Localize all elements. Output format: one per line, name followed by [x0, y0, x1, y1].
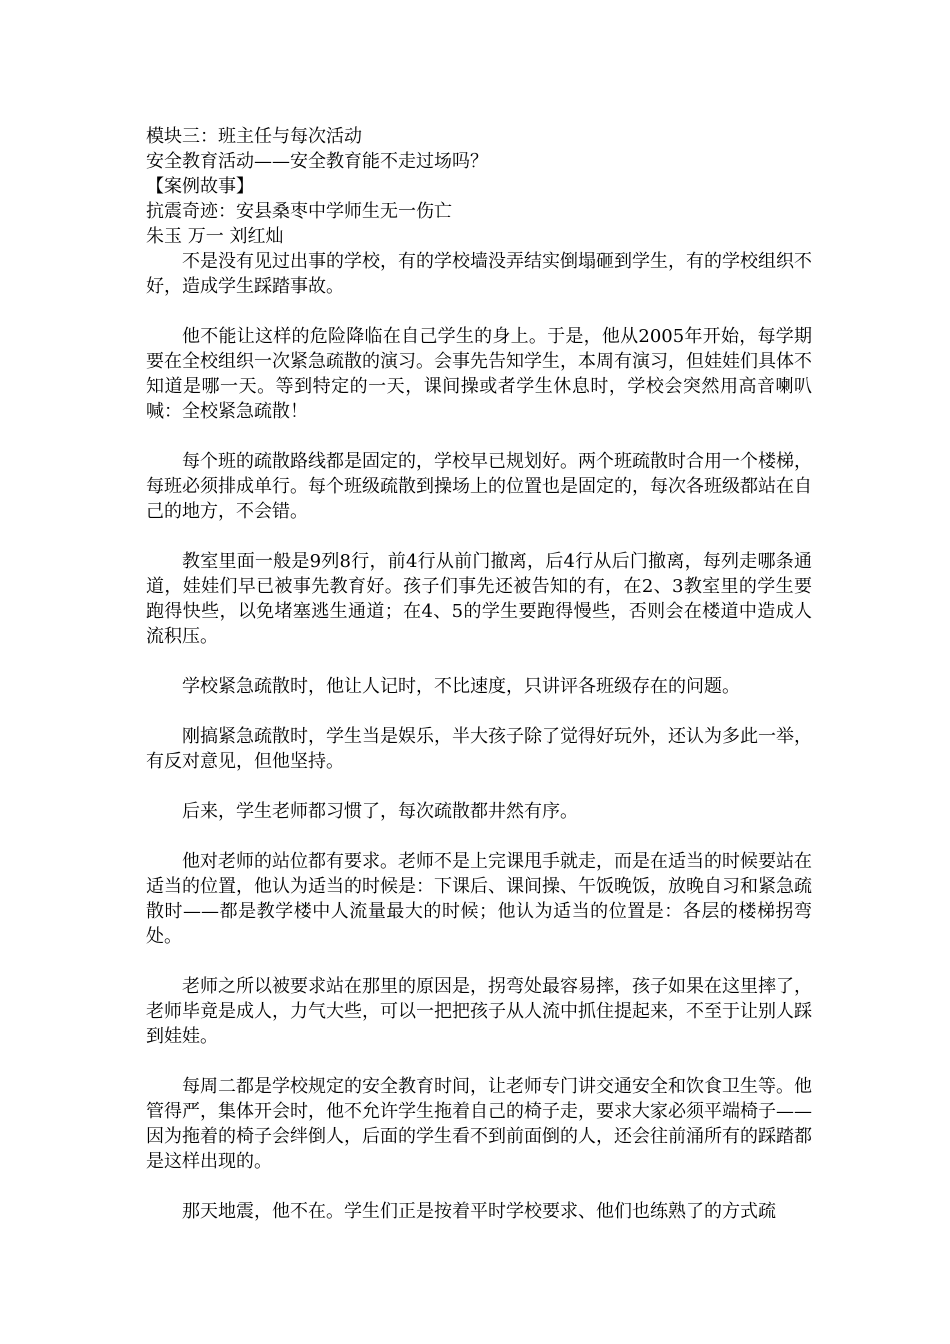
article-title: 抗震奇迹：安县桑枣中学师生无一伤亡: [146, 201, 452, 222]
paragraph-7: 后来，学生老师都习惯了，每次疏散都井然有序。: [182, 801, 578, 822]
document-body: [146, 124, 812, 1249]
paragraph-5: 学校紧急疏散时，他让人记时，不比速度，只讲评各班级存在的问题。: [182, 676, 740, 697]
paragraph-2: 他不能让这样的危险降临在自己学生的身上。于是，他从2005年开始，每学期要在全校组织一次紧急疏散的演习。会事先告知学生，本周有演习，但娃娃们具体不知道是哪一天。等到特定的一天，课间操或者学生休息时，学校会突然用高音喇叭喊：全校紧急疏散！: [146, 326, 812, 422]
paragraph-9: 老师之所以被要求站在那里的原因是，拐弯处最容易摔，孩子如果在这里摔了，老师毕竟是成人，力气大些，可以一把把孩子从人流中抓住提起来，不至于让别人踩到娃娃。: [146, 976, 812, 1047]
paragraph-1: 不是没有见过出事的学校，有的学校墙没弄结实倒塌砸到学生，有的学校组织不好，造成学生踩踏事故。: [146, 251, 812, 297]
section-label: 【案例故事】: [146, 176, 254, 197]
paragraph-3: 每个班的疏散路线都是固定的，学校早已规划好。两个班疏散时合用一个楼梯，每班必须排成单行。每个班级疏散到操场上的位置也是固定的，每次各班级都站在自己的地方，不会错。: [146, 451, 812, 522]
paragraph-8: 他对老师的站位都有要求。老师不是上完课甩手就走，而是在适当的时候要站在适当的位置，他认为适当的时候是：下课后、课间操、午饭晚饭，放晚自习和紧急疏散时——都是教学楼中人流量最大的时候；他认为适当的位置是：各层的楼梯拐弯处。: [146, 851, 812, 947]
module-heading: 模块三：班主任与每次活动: [146, 126, 362, 147]
paragraph-4: 教室里面一般是9列8行，前4行从前门撤离，后4行从后门撤离，每列走哪条通道，娃娃们早已被事先教育好。孩子们事先还被告知的有，在2、3教室里的学生要跑得快些，以免堵塞逃生通道；在4、5的学生要跑得慢些，否则会在楼道中造成人流积压。: [146, 551, 812, 647]
paragraph-10: 每周二都是学校规定的安全教育时间，让老师专门讲交通安全和饮食卫生等。他管得严，集体开会时，他不允许学生拖着自己的椅子走，要求大家必须平端椅子——因为拖着的椅子会绊倒人，后面的学生看不到前面倒的人，还会往前涌所有的踩踏都是这样出现的。: [146, 1076, 812, 1172]
article-authors: 朱玉 万一 刘红灿: [146, 226, 284, 247]
paragraph-11: 那天地震，他不在。学生们正是按着平时学校要求、他们也练熟了的方式疏: [182, 1201, 776, 1222]
activity-subtitle: 安全教育活动——安全教育能不走过场吗？: [146, 151, 488, 172]
paragraph-6: 刚搞紧急疏散时，学生当是娱乐，半大孩子除了觉得好玩外，还认为多此一举，有反对意见，但他坚持。: [146, 726, 812, 772]
